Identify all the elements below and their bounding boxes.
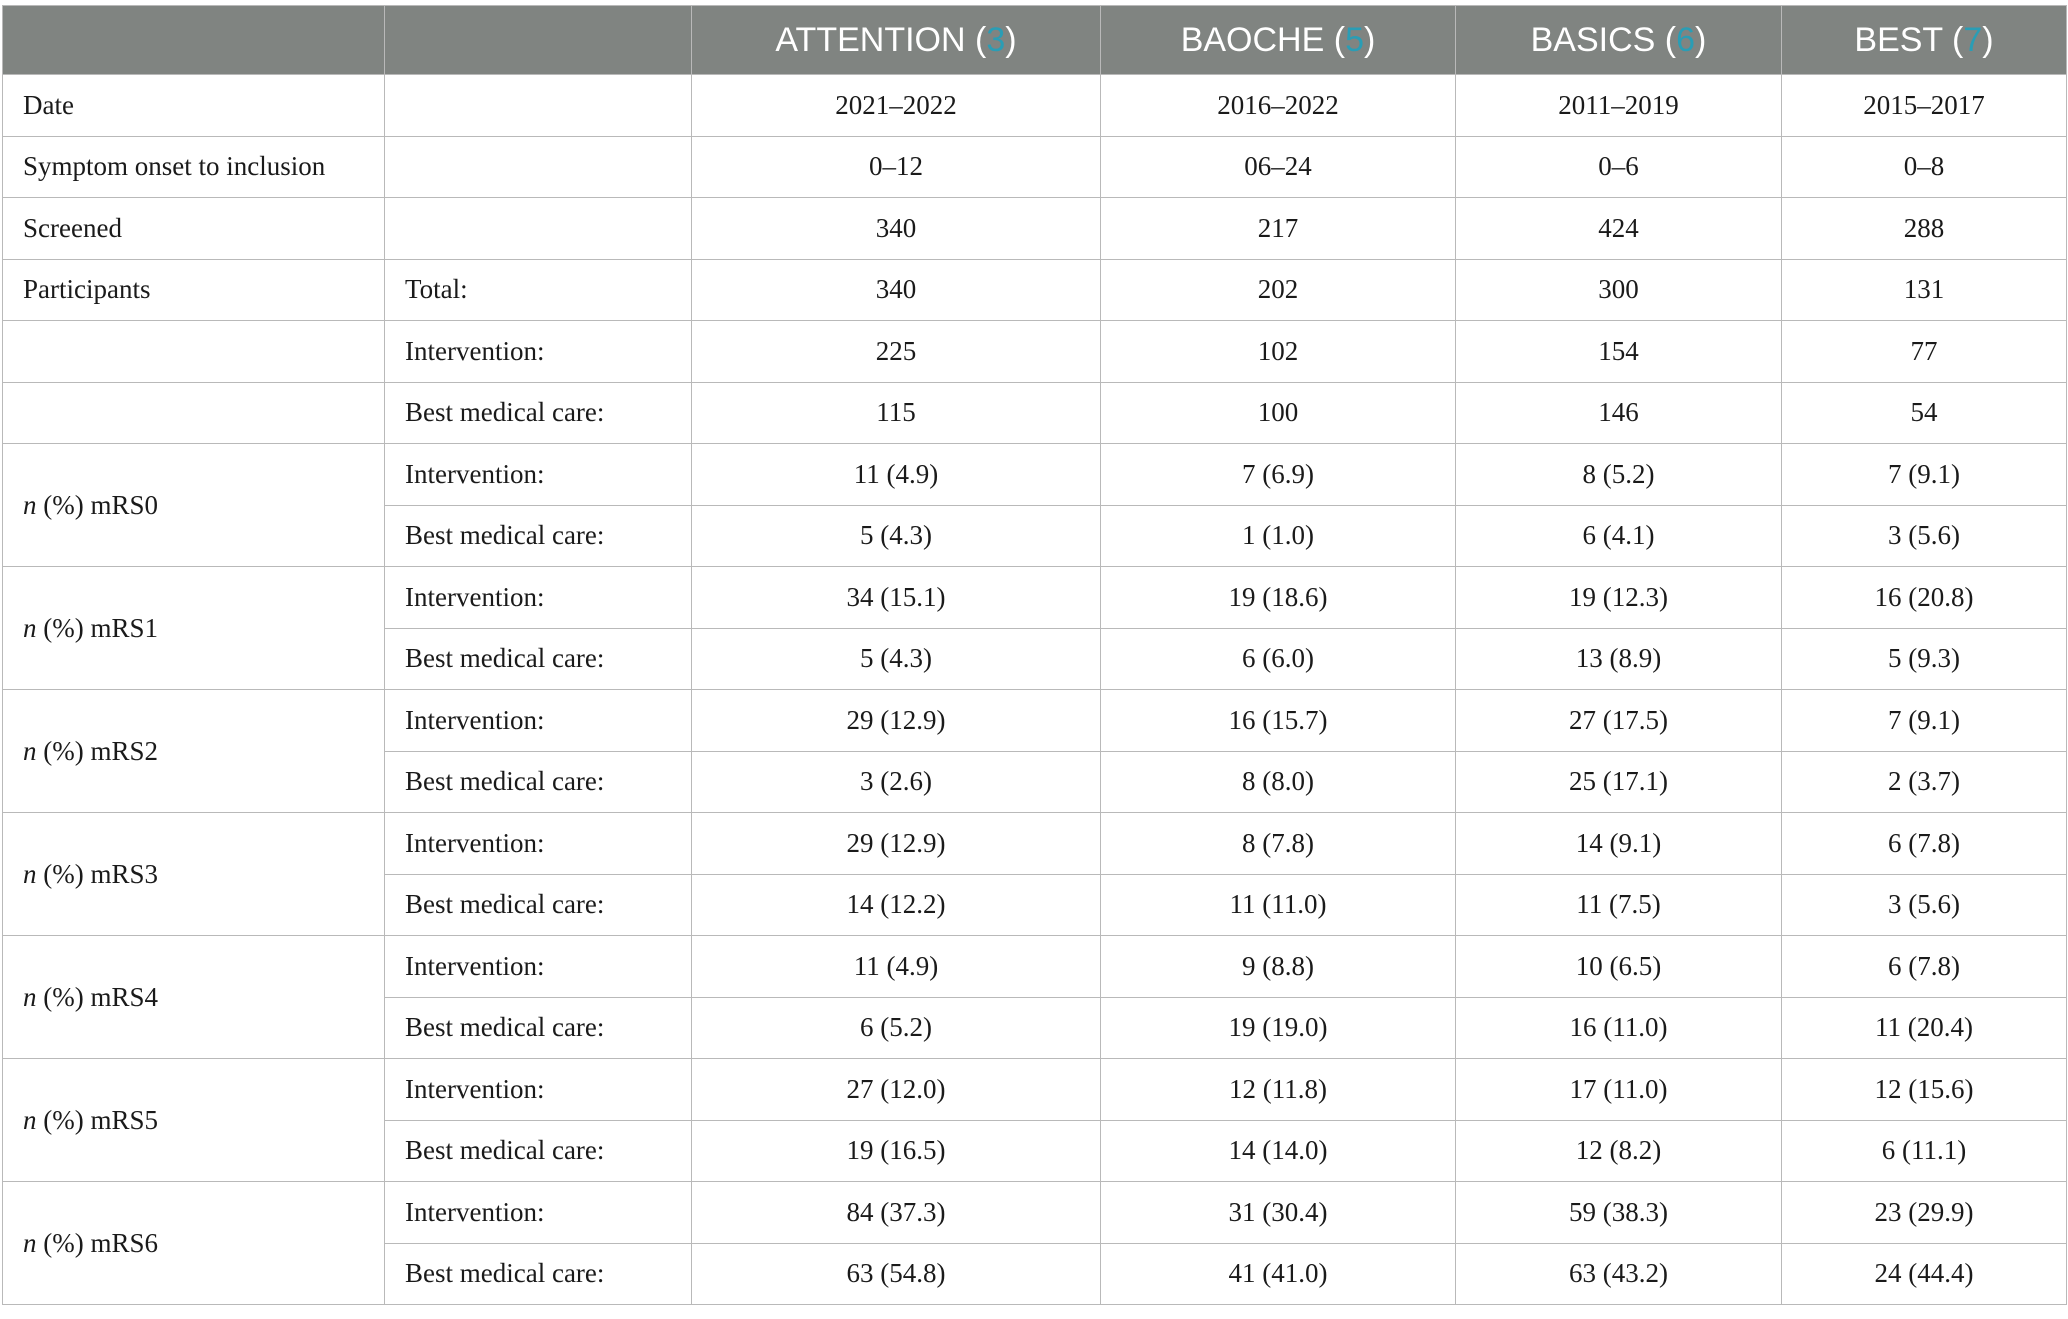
table-cell: 16 (20.8) [1782, 567, 2067, 629]
table-cell: 17 (11.0) [1456, 1059, 1782, 1121]
mrs-label: n (%) mRS5 [3, 1059, 385, 1182]
table-cell: 24 (44.4) [1782, 1243, 2067, 1305]
mrs-label: n (%) mRS0 [3, 444, 385, 567]
table-row [3, 444, 2067, 506]
table-row [3, 567, 2067, 629]
table-cell: 6 (5.2) [692, 997, 1101, 1059]
row-label: Participants [3, 259, 385, 321]
row-sublabel: Intervention: [385, 444, 692, 506]
table-row [3, 75, 2067, 137]
header-row [3, 6, 2067, 75]
table-cell: 288 [1782, 198, 2067, 260]
table-row [3, 936, 2067, 998]
row-sublabel: Best medical care: [385, 628, 692, 690]
header-baoche: BAOCHE (5) [1101, 6, 1456, 75]
header-cell-empty-1 [3, 6, 385, 75]
mrs-label: n (%) mRS1 [3, 567, 385, 690]
reference-link[interactable]: 3 [986, 20, 1006, 59]
table-cell: 9 (8.8) [1101, 936, 1456, 998]
table-cell: 102 [1101, 321, 1456, 383]
table-cell: 84 (37.3) [692, 1182, 1101, 1244]
table-cell: 16 (15.7) [1101, 690, 1456, 752]
table-cell: 12 (8.2) [1456, 1120, 1782, 1182]
header-best: BEST (7) [1782, 6, 2067, 75]
table-cell: 19 (18.6) [1101, 567, 1456, 629]
row-sublabel: Best medical care: [385, 997, 692, 1059]
row-sublabel: Intervention: [385, 936, 692, 998]
reference-link[interactable]: 7 [1963, 20, 1983, 59]
mrs-label: n (%) mRS2 [3, 690, 385, 813]
table-cell: 3 (5.6) [1782, 505, 2067, 567]
row-sublabel: Total: [385, 259, 692, 321]
table-cell: 11 (20.4) [1782, 997, 2067, 1059]
table-cell: 5 (9.3) [1782, 628, 2067, 690]
table-cell: 8 (7.8) [1101, 813, 1456, 875]
table-cell: 27 (12.0) [692, 1059, 1101, 1121]
row-sublabel: Intervention: [385, 321, 692, 383]
table-row [3, 690, 2067, 752]
table-cell: 154 [1456, 321, 1782, 383]
table-cell: 12 (15.6) [1782, 1059, 2067, 1121]
reference-link[interactable]: 6 [1676, 20, 1696, 59]
table-cell: 2021–2022 [692, 75, 1101, 137]
row-sublabel: Best medical care: [385, 874, 692, 936]
table-cell: 34 (15.1) [692, 567, 1101, 629]
table-row [3, 259, 2067, 321]
row-label: Screened [3, 198, 385, 260]
table-cell: 14 (12.2) [692, 874, 1101, 936]
table-cell: 19 (19.0) [1101, 997, 1456, 1059]
table-cell: 225 [692, 321, 1101, 383]
row-sublabel: Best medical care: [385, 382, 692, 444]
table-row [3, 136, 2067, 198]
row-sublabel [385, 136, 692, 198]
table-cell: 6 (7.8) [1782, 936, 2067, 998]
table-cell: 5 (4.3) [692, 628, 1101, 690]
table-cell: 10 (6.5) [1456, 936, 1782, 998]
table-cell: 2015–2017 [1782, 75, 2067, 137]
table-cell: 0–12 [692, 136, 1101, 198]
table-row [3, 198, 2067, 260]
table-row [3, 813, 2067, 875]
table-cell: 59 (38.3) [1456, 1182, 1782, 1244]
mrs-label: n (%) mRS3 [3, 813, 385, 936]
table-cell: 217 [1101, 198, 1456, 260]
table-cell: 5 (4.3) [692, 505, 1101, 567]
table-cell: 340 [692, 198, 1101, 260]
table-cell: 27 (17.5) [1456, 690, 1782, 752]
table-cell: 14 (14.0) [1101, 1120, 1456, 1182]
table-cell: 6 (7.8) [1782, 813, 2067, 875]
trial-comparison-table [2, 5, 2067, 1305]
row-label: Date [3, 75, 385, 137]
header-cell-empty-2 [385, 6, 692, 75]
table-cell: 0–8 [1782, 136, 2067, 198]
table-row [3, 1182, 2067, 1244]
table-cell: 146 [1456, 382, 1782, 444]
table-row [3, 382, 2067, 444]
row-sublabel: Best medical care: [385, 1243, 692, 1305]
table-cell: 1 (1.0) [1101, 505, 1456, 567]
table-cell: 16 (11.0) [1456, 997, 1782, 1059]
table-row [3, 1059, 2067, 1121]
table-cell: 2011–2019 [1456, 75, 1782, 137]
table-cell: 7 (9.1) [1782, 690, 2067, 752]
row-sublabel: Best medical care: [385, 505, 692, 567]
table-cell: 100 [1101, 382, 1456, 444]
row-sublabel [385, 198, 692, 260]
header-basics: BASICS (6) [1456, 6, 1782, 75]
row-sublabel: Intervention: [385, 1182, 692, 1244]
table-cell: 7 (6.9) [1101, 444, 1456, 506]
table-cell: 77 [1782, 321, 2067, 383]
table-cell: 3 (2.6) [692, 751, 1101, 813]
table-cell: 8 (8.0) [1101, 751, 1456, 813]
table-cell: 6 (6.0) [1101, 628, 1456, 690]
table-cell: 12 (11.8) [1101, 1059, 1456, 1121]
table-cell: 2016–2022 [1101, 75, 1456, 137]
row-sublabel: Intervention: [385, 813, 692, 875]
table-cell: 63 (54.8) [692, 1243, 1101, 1305]
table-cell: 11 (4.9) [692, 936, 1101, 998]
table-cell: 6 (4.1) [1456, 505, 1782, 567]
table-cell: 300 [1456, 259, 1782, 321]
table-row [3, 321, 2067, 383]
table-cell: 0–6 [1456, 136, 1782, 198]
table-cell: 19 (16.5) [692, 1120, 1101, 1182]
table-cell: 31 (30.4) [1101, 1182, 1456, 1244]
table-cell: 11 (4.9) [692, 444, 1101, 506]
mrs-label: n (%) mRS4 [3, 936, 385, 1059]
table-cell: 25 (17.1) [1456, 751, 1782, 813]
header-attention: ATTENTION (3) [692, 6, 1101, 75]
mrs-label: n (%) mRS6 [3, 1182, 385, 1305]
table-cell: 63 (43.2) [1456, 1243, 1782, 1305]
table-cell: 6 (11.1) [1782, 1120, 2067, 1182]
table-cell: 202 [1101, 259, 1456, 321]
row-sublabel: Intervention: [385, 567, 692, 629]
reference-link[interactable]: 5 [1345, 20, 1364, 59]
row-sublabel: Intervention: [385, 690, 692, 752]
table-cell: 2 (3.7) [1782, 751, 2067, 813]
table-cell: 115 [692, 382, 1101, 444]
table-cell: 29 (12.9) [692, 690, 1101, 752]
table-cell: 19 (12.3) [1456, 567, 1782, 629]
table-cell: 11 (11.0) [1101, 874, 1456, 936]
table-cell: 29 (12.9) [692, 813, 1101, 875]
table-cell: 54 [1782, 382, 2067, 444]
table-cell: 424 [1456, 198, 1782, 260]
table-cell: 23 (29.9) [1782, 1182, 2067, 1244]
row-sublabel: Best medical care: [385, 751, 692, 813]
table-cell: 14 (9.1) [1456, 813, 1782, 875]
row-sublabel [385, 75, 692, 137]
table-cell: 3 (5.6) [1782, 874, 2067, 936]
table-cell: 11 (7.5) [1456, 874, 1782, 936]
table-cell: 41 (41.0) [1101, 1243, 1456, 1305]
table-cell: 7 (9.1) [1782, 444, 2067, 506]
row-label [3, 321, 385, 383]
table-cell: 131 [1782, 259, 2067, 321]
table-cell: 13 (8.9) [1456, 628, 1782, 690]
row-sublabel: Best medical care: [385, 1120, 692, 1182]
table-cell: 8 (5.2) [1456, 444, 1782, 506]
row-label: Symptom onset to inclusion [3, 136, 385, 198]
row-label [3, 382, 385, 444]
row-sublabel: Intervention: [385, 1059, 692, 1121]
table-cell: 340 [692, 259, 1101, 321]
table-cell: 06–24 [1101, 136, 1456, 198]
